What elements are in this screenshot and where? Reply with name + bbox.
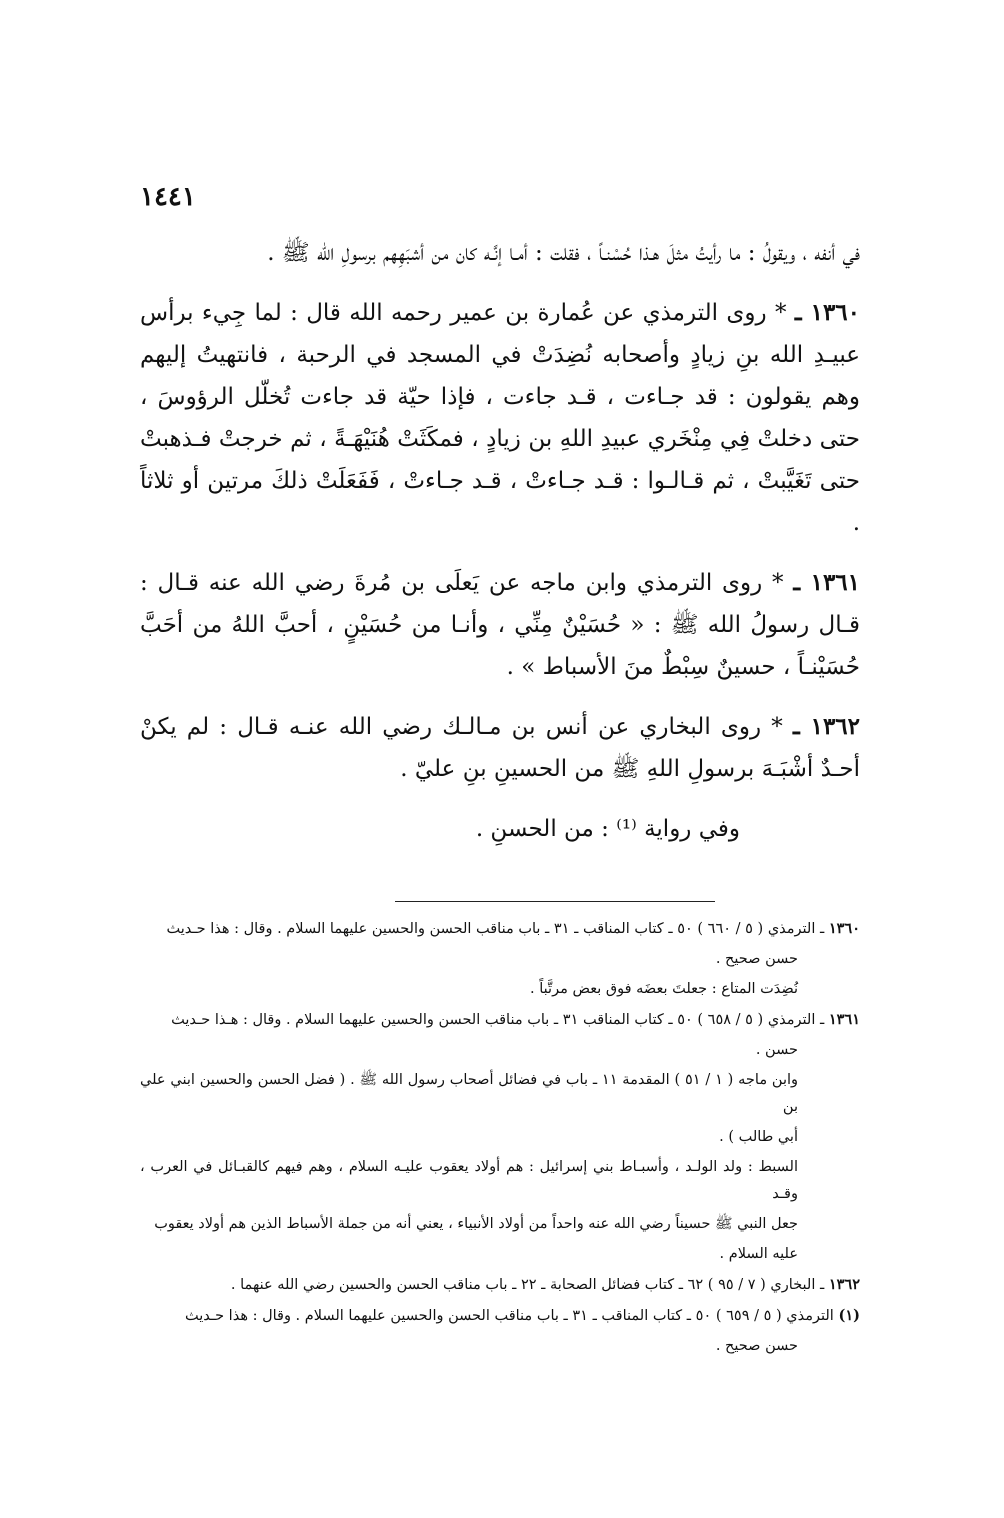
footnote-continuation: أبي طالب ) . — [719, 1129, 798, 1145]
footnote-text: ـ الترمذي ( ٥ / ٦٦٠ ) ٥٠ ـ كتاب المناقب ـ ٣١ ـ باب مناقب الحسن والحسين عليهما السلام . وقال : هذا حـديث — [166, 921, 825, 937]
footnote-continuation: جعل النبي ﷺ حسيناً رضي الله عنه واحداً من أولاد الأنبياء ، يعني أنه من جملة الأسباط الذين هم أولاد يعقوب — [154, 1216, 798, 1232]
footnote-number: (١) — [838, 1307, 860, 1324]
footnotes — [140, 915, 860, 1363]
hadith-1362 — [140, 706, 860, 790]
footnote-reference: وابن ماجه ( ١ / ٥١ ) المقدمة ١١ ـ باب في فضائل أصحاب رسول الله ﷺ . ( فضل الحسن والحسين ابني علي بن — [140, 1072, 799, 1115]
hadith-text: * روى الترمذي عن عُمارة بن عمير رحمه الله قال : لما جِيء برأس عبيـدِ الله بنِ زيادٍ وأصحابه نُضِدَتْ في المسجد في الرحبة ، فانتهيتُ إليهم وهم يقولون : قد جـاءت ، قـد جاءت ، فإذا حيّة قد جاءت تُخلّل الرؤوسَ ، حتى دخلتْ فِي مِنْخَري عبيدِ اللهِ بن زيادٍ ، فمكَثَتْ هُنَيْهَـةً ، ثم خرجتْ فـذهبتْ حتى تَغَيَّبتْ ، ثم قـالـوا : قـد جـاءتْ ، قـد جـاءتْ ، فَفَعَلَتْ ذلكَ مرتين أو ثلاثاً . — [140, 300, 860, 536]
footnote-1361 — [140, 1006, 860, 1034]
footnote-continuation: حسن صحيح . — [715, 951, 798, 967]
hadith-1361 — [140, 562, 860, 688]
hadith-number: ١٣٦٢ ـ — [792, 713, 861, 740]
hadith-text: * روى الترمذي وابن ماجه عن يَعلَى بن مُرةَ رضي الله عنه قـال : قـال رسولُ الله ﷺ : « حُسَيْنٌ مِنِّي ، وأنـا من حُسَيْنٍ ، أحبَّ اللهُ من أحَبَّ حُسَيْنـاً ، حسينٌ سِبْطٌ منَ الأسباط » . — [140, 570, 860, 680]
footnote-divider — [395, 901, 715, 902]
footnote-continuation: عليه السلام . — [719, 1246, 798, 1262]
hadith-1360 — [140, 292, 860, 544]
footnote-1 — [140, 1302, 860, 1330]
footnote-number: ١٣٦١ — [828, 1011, 860, 1028]
main-text — [140, 232, 860, 868]
footnote-1360 — [140, 915, 860, 943]
footnote-1362 — [140, 1271, 860, 1299]
footnote-text: ـ البخاري ( ٧ / ٩٥ ) ٦٢ ـ كتاب فضائل الصحابة ـ ٢٢ ـ باب مناقب الحسن والحسين رضي الله عنهما . — [230, 1277, 825, 1293]
footnote-text: الترمذي ( ٥ / ٦٥٩ ) ٥٠ ـ كتاب المناقب ـ ٣١ ـ باب مناقب الحسن والحسين عليهما السلام . وقال : هذا حـديث — [184, 1308, 834, 1324]
footnote-continuation: حسن . — [755, 1042, 798, 1058]
footnote-gloss: السبط : ولد الولـد ، وأسبـاط بني إسرائيل : هم أولاد يعقوب عليـه السلام ، وهم فيهم كالقبـائل في العرب ، وقـد — [140, 1159, 798, 1202]
footnote-gloss: نُضِدَت المتاع : جعلتَ بعضَه فوق بعض مرتَّباً . — [530, 981, 798, 997]
hadith-number: ١٣٦١ ـ — [793, 569, 861, 596]
footnote-text: ـ الترمذي ( ٥ / ٦٥٨ ) ٥٠ ـ كتاب المناقب ٣١ ـ باب مناقب الحسن والحسين عليهما السلام . وقال : هـذا حـديث — [171, 1012, 825, 1028]
footnote-continuation: حسن صحيح . — [715, 1338, 798, 1354]
footnote-number: ١٣٦٠ — [828, 920, 860, 937]
footnote-number: ١٣٦٢ — [828, 1276, 860, 1293]
paragraph-continuation: في أنفه ، ويقولُ : ما رأيتُ مثلَ هـذا حُسْنـاً ، فقلت : أمـا إنَّـه كان من أشبَهِهم برسولِ الله ﷺ . — [267, 240, 860, 266]
hadith-text: * روى البخاري عن أنس بن مـالـك رضي الله عنـه قـال : لم يكنْ أحـدٌ أشْبَـهَ برسولِ اللهِ ﷺ من الحسينِ بنِ عليّ . — [140, 714, 860, 782]
hadith-number: ١٣٦٠ ـ — [794, 299, 861, 326]
page-number: ١٤٤١ — [140, 182, 196, 212]
riwaya-line: وفي رواية ⁽¹⁾ : من الحسنِ . — [475, 816, 740, 842]
